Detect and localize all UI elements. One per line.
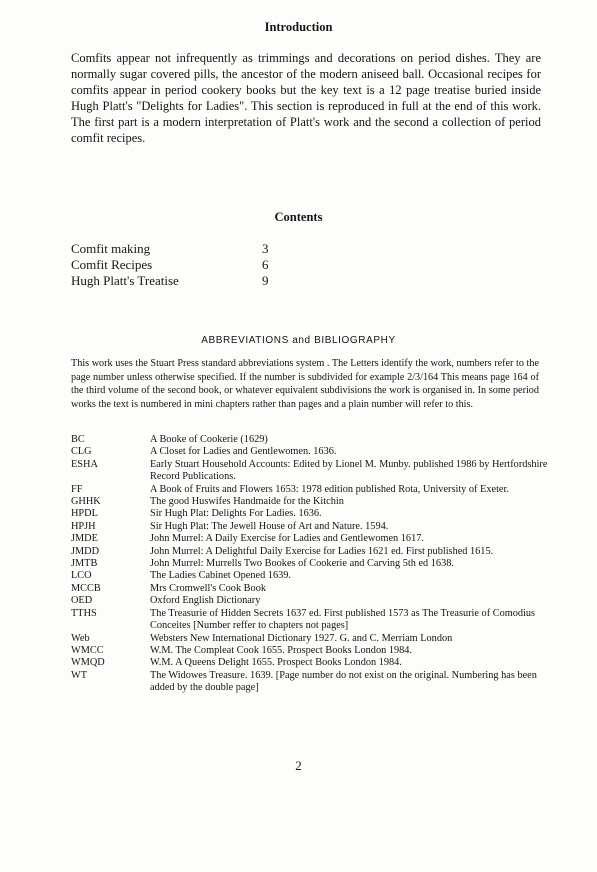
bibliography-description: Early Stuart Household Accounts: Edited by Lionel M. Munby. published 1986 by Hertfordshire Record Publications. bbox=[150, 458, 548, 483]
toc-entry-title: Comfit making bbox=[71, 241, 151, 256]
bibliography-entry bbox=[71, 508, 551, 520]
bibliography-entry bbox=[71, 670, 551, 695]
abbreviation-code: BC bbox=[71, 434, 85, 445]
introduction-heading: Introduction bbox=[264, 20, 333, 34]
abbreviation-code: MCCB bbox=[71, 582, 101, 594]
toc-entry-title: Hugh Platt's Treatise bbox=[71, 273, 179, 288]
abbreviation-code: JMTB bbox=[71, 558, 98, 570]
bibliography-description: A Booke of Cookerie (1629) bbox=[150, 434, 268, 445]
bibliography-entry bbox=[71, 583, 551, 595]
toc-entry bbox=[71, 241, 331, 257]
bibliography-entry bbox=[71, 645, 551, 657]
abbreviation-code: WT bbox=[71, 669, 88, 681]
abbreviation-code: ESHA bbox=[71, 458, 98, 470]
bibliography-description: Mrs Cromwell's Cook Book bbox=[150, 582, 266, 594]
bibliography-entry bbox=[71, 608, 551, 633]
bibliography-entry bbox=[71, 570, 551, 582]
bibliography-description: The Treasurie of Hidden Secrets 1637 ed. First published 1573 as The Treasurie of Comodius Conceites [Number reffer to chapters not pages] bbox=[150, 607, 536, 632]
bibliography-description: The Widowes Treasure. 1639. [Page number do not exist on the original. Numbering has been added by the double page] bbox=[150, 669, 537, 694]
bibliography-description: W.M. The Compleat Cook 1655. Prospect Books London 1984. bbox=[150, 644, 412, 656]
bibliography-entry bbox=[71, 484, 551, 496]
abbreviation-code: HPDL bbox=[71, 508, 98, 520]
bibliography-entry bbox=[71, 558, 551, 570]
toc-entry-title: Comfit Recipes bbox=[71, 257, 153, 272]
bibliography-entry bbox=[71, 521, 551, 533]
bibliography-description: John Murrel: A Delightful Daily Exercise for Ladies 1621 ed. First published 1615. bbox=[150, 545, 494, 557]
bibliography-entry bbox=[71, 595, 551, 607]
abbreviation-code: TTHS bbox=[71, 607, 97, 619]
bibliography-description: The good Huswifes Handmaide for the Kitchin bbox=[150, 496, 344, 508]
bibliography-description: A Closet for Ladies and Gentlewomen. 1636. bbox=[150, 446, 337, 458]
abbreviation-code: HPJH bbox=[71, 520, 96, 532]
bibliography-entry bbox=[71, 434, 551, 446]
bibliography-description: Oxford English Dictionary bbox=[150, 595, 261, 607]
bibliography-description: Websters New International Dictionary 1927. G. and C. Merriam London bbox=[150, 632, 453, 644]
bibliography-entry bbox=[71, 446, 551, 458]
bibliography-entry bbox=[71, 496, 551, 508]
toc-entry bbox=[71, 273, 331, 289]
abbreviation-code: JMDE bbox=[71, 533, 98, 545]
table-of-contents bbox=[71, 241, 331, 289]
abbreviation-code: OED bbox=[71, 595, 93, 607]
bibliography-description: Sir Hugh Plat: The Jewell House of Art and Nature. 1594. bbox=[150, 520, 389, 532]
bibliography-description: Sir Hugh Plat: Delights For Ladies. 1636. bbox=[150, 508, 322, 520]
abbreviation-code: GHHK bbox=[71, 496, 101, 508]
abbreviation-code: CLG bbox=[71, 446, 92, 458]
bibliography-entry bbox=[71, 533, 551, 545]
toc-entry-page: 9 bbox=[262, 273, 269, 288]
bibliography-description: A Book of Fruits and Flowers 1653: 1978 edition published Rota, University of Exeter. bbox=[150, 483, 509, 495]
introduction-paragraph: Comfits appear not infrequently as trimmings and decorations on period dishes. They are normally sugar covered pills, the ancestor of the modern aniseed ball. Occasional recipes for comfits appear in period cookery books but the key text is a 12 page treatise buried inside Hugh Platt's "Delights for Ladies". This section is reproduced in full at the end of this work. The first part is a modern interpretation of Platt's work and the second a collection of period comfit recipes. bbox=[71, 51, 541, 145]
bibliography-description: John Murrel: A Daily Exercise for Ladies and Gentlewomen 1617. bbox=[150, 533, 424, 545]
toc-entry-page: 6 bbox=[262, 257, 269, 272]
abbreviations-heading: ABBREVIATIONS and BIBLIOGRAPHY bbox=[201, 335, 396, 346]
abbreviation-code: WMQD bbox=[71, 657, 105, 669]
abbreviation-code: LCO bbox=[71, 570, 92, 582]
bibliography-list bbox=[71, 434, 551, 695]
bibliography-entry bbox=[71, 459, 551, 484]
abbreviation-code: WMCC bbox=[71, 644, 104, 656]
bibliography-description: John Murrel: Murrells Two Bookes of Cookerie and Carving 5th ed 1638. bbox=[150, 558, 454, 570]
bibliography-entry bbox=[71, 546, 551, 558]
abbreviation-code: Web bbox=[71, 632, 90, 644]
toc-entry-page: 3 bbox=[262, 241, 269, 256]
abbreviations-intro: This work uses the Stuart Press standard abbreviations system . The Letters identify the work, numbers refer to the page number unless otherwise specified. If the number is subdivided for example 2/3/164 This means page 164 of the third volume of the second book, or whatever equivalent subdivisions the work is organised in. In some period works the text is numbered in mini chapters rather than pages and a plain number will refer to this. bbox=[71, 358, 539, 410]
bibliography-description: The Ladies Cabinet Opened 1639. bbox=[150, 570, 291, 582]
abbreviation-code: FF bbox=[71, 483, 83, 495]
toc-entry bbox=[71, 257, 331, 273]
bibliography-entry bbox=[71, 633, 551, 645]
contents-heading: Contents bbox=[274, 210, 323, 224]
bibliography-entry bbox=[71, 657, 551, 669]
abbreviation-code: JMDD bbox=[71, 545, 100, 557]
page-number: 2 bbox=[295, 758, 302, 773]
bibliography-description: W.M. A Queens Delight 1655. Prospect Books London 1984. bbox=[150, 657, 402, 669]
